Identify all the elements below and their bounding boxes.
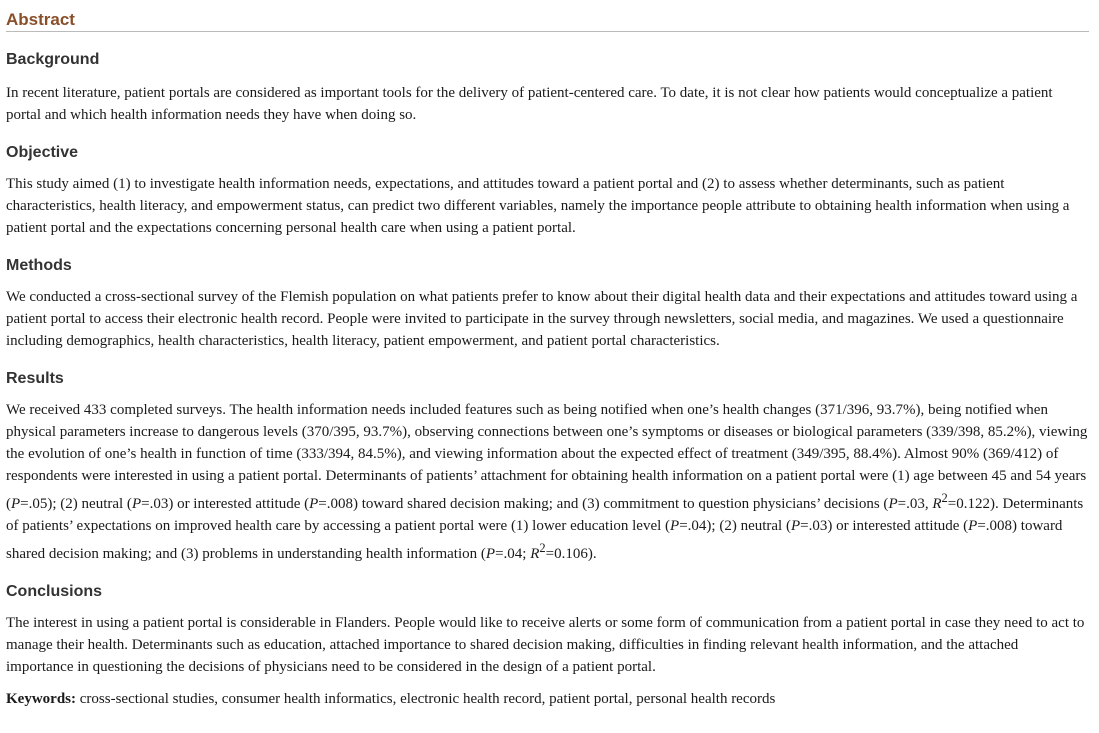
p-value-symbol: P	[11, 496, 21, 512]
p-value-symbol: P	[485, 546, 496, 562]
results-text-11: =0.106).	[545, 546, 597, 562]
p-value-symbol: P	[888, 496, 898, 512]
results-text-4: =.008) toward shared decision making; and (3) commitment to question physicians’ decisions (	[318, 496, 889, 512]
results-text-3: =.03) or interested attitude (	[141, 496, 310, 512]
results-text-2: =.05); (2) neutral (	[20, 496, 132, 512]
results-text-9: =.008) toward shared decision making; and (3) problems in understanding health information (	[6, 518, 1063, 562]
p-value-symbol: P	[131, 496, 142, 512]
p-value-symbol: P	[968, 518, 978, 534]
r-squared-symbol: R	[530, 546, 540, 562]
keywords-line	[6, 688, 1089, 710]
abstract-title: Abstract	[6, 0, 1089, 32]
results-text-6: =0.122). Determinants of patients’ expectations on improved health care by accessing a patient portal were (1) lower education level (	[6, 496, 1084, 534]
background-section	[6, 50, 1089, 126]
conclusions-heading: Conclusions	[6, 583, 103, 600]
r-squared-symbol: R	[932, 496, 942, 512]
results-text	[6, 399, 1089, 565]
methods-heading: Methods	[6, 257, 72, 274]
methods-section	[6, 256, 1089, 352]
results-text-8: =.03) or interested attitude (	[800, 518, 969, 534]
results-text-10: =.04;	[495, 546, 531, 562]
p-value-symbol: P	[309, 496, 319, 512]
objective-heading: Objective	[6, 144, 79, 161]
keywords-label: Keywords:	[6, 691, 76, 707]
r-squared-exponent: 2	[539, 541, 546, 555]
p-value-symbol: P	[670, 518, 680, 534]
results-text-5: =.03,	[897, 496, 933, 512]
keywords-list: cross-sectional studies, consumer health informatics, electronic health record, patient portal, personal health records	[76, 691, 776, 707]
background-heading: Background	[6, 51, 100, 68]
results-heading: Results	[6, 370, 64, 387]
objective-text: This study aimed (1) to investigate health information needs, expectations, and attitudes toward a patient portal and (2) to assess whether determinants, such as patient characteristics, health literacy, and empowerment status, can predict two different variables, namely the importance people attribute to obtaining health information when using a patient portal and the expectations concerning personal health care when using a patient portal.	[6, 176, 1070, 236]
methods-text: We conducted a cross-sectional survey of the Flemish population on what patients prefer to know about their digital health data and their expectations and attitudes toward using a patient portal to access their electronic health record. People were invited to participate in the survey through newsletters, social media, and magazines. We used a questionnaire including demographics, health characteristics, health literacy, patient empowerment, and patient portal characteristics.	[6, 289, 1078, 349]
results-section	[6, 369, 1089, 565]
conclusions-text: The interest in using a patient portal is considerable in Flanders. People would like to receive alerts or some form of communication from a patient portal in case they need to act to manage their health. Determinants such as education, attached importance to shared decision making, difficulties in finding relevant health information, and the attached importance in questioning the decisions of physicians need to be considered in the design of a patient portal.	[6, 615, 1085, 675]
results-text-1: We received 433 completed surveys. The health information needs included features such as being notified when one’s health changes (371/396, 93.7%), being notified when physical parameters increase to dangerous levels (370/395, 93.7%), observing connections between one’s symptoms or diseases or biological parameters (339/398, 85.2%), viewing the evolution of one’s health in function of time (333/394, 84.5%), and viewing information about the expected effect of treatment (349/395, 88.4%). Almost 90% (369/412) of respondents were interested in using a patient portal. Determinants of patients’ attachment for obtaining health information on a patient portal were (1) age between 45 and 54 years (	[6, 402, 1088, 512]
p-value-symbol: P	[790, 518, 801, 534]
results-text-7: =.04); (2) neutral (	[679, 518, 791, 534]
r-squared-exponent: 2	[941, 491, 948, 505]
background-text: In recent literature, patient portals are considered as important tools for the delivery of patient-centered care. To date, it is not clear how patients would conceptualize a patient portal and which health information needs they have when doing so.	[6, 85, 1053, 123]
conclusions-section	[6, 582, 1089, 678]
objective-section	[6, 143, 1089, 239]
